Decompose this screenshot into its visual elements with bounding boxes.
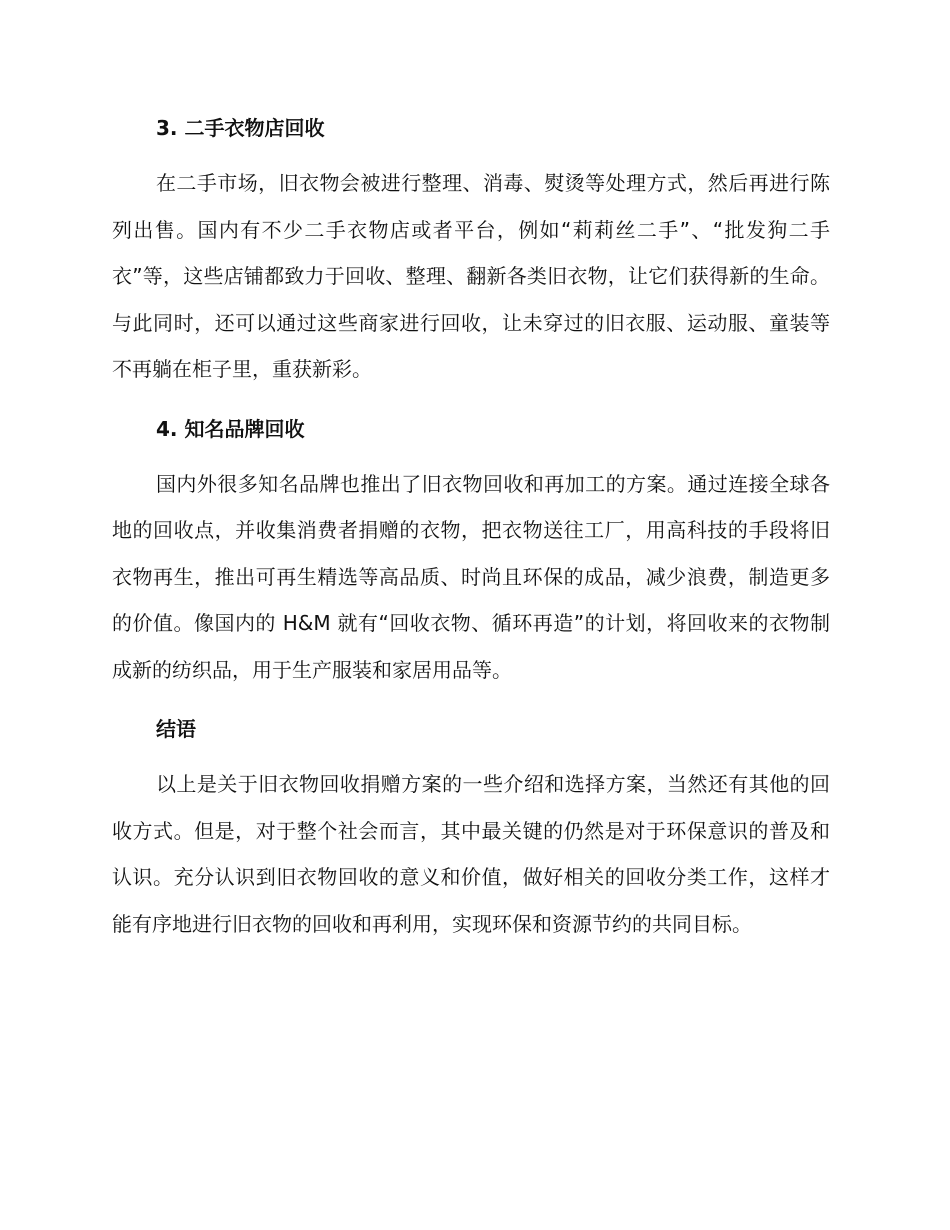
section-paragraph: 以上是关于旧衣物回收捐赠方案的一些介绍和选择方案，当然还有其他的回收方式。但是，对于整个社会而言，其中最关键的仍然是对于环保意识的普及和认识。充分认识到旧衣物回收的意义和价值，做好相关的回收分类工作，这样才能有序地进行旧衣物的回收和再利用，实现环保和资源节约的共同目标。 bbox=[112, 772, 830, 936]
section-secondhand-store bbox=[112, 108, 830, 393]
section-conclusion bbox=[112, 709, 830, 947]
section-heading: 结语 bbox=[156, 717, 196, 741]
section-paragraph: 在二手市场，旧衣物会被进行整理、消毒、熨烫等处理方式，然后再进行陈列出售。国内有不少二手衣物店或者平台，例如“莉莉丝二手”、“批发狗二手衣”等，这些店铺都致力于回收、整理、翻新各类旧衣物，让它们获得新的生命。与此同时，还可以通过这些商家进行回收，让未穿过的旧衣服、运动服、童装等不再躺在柜子里，重获新彩。 bbox=[112, 171, 830, 381]
document-body bbox=[112, 108, 830, 963]
section-heading: 3. 二手衣物店回收 bbox=[156, 116, 325, 140]
section-paragraph: 国内外很多知名品牌也推出了旧衣物回收和再加工的方案。通过连接全球各地的回收点，并收集消费者捐赠的衣物，把衣物送往工厂，用高科技的手段将旧衣物再生，推出可再生精选等高品质、时尚且环保的成品，减少浪费，制造更多的价值。像国内的 H&M 就有“回收衣物、循环再造”的计划，将回收来的衣物制成新的纺织品，用于生产服装和家居用品等。 bbox=[112, 471, 830, 682]
section-heading: 4. 知名品牌回收 bbox=[156, 416, 305, 441]
section-brand-recycling bbox=[112, 409, 830, 694]
